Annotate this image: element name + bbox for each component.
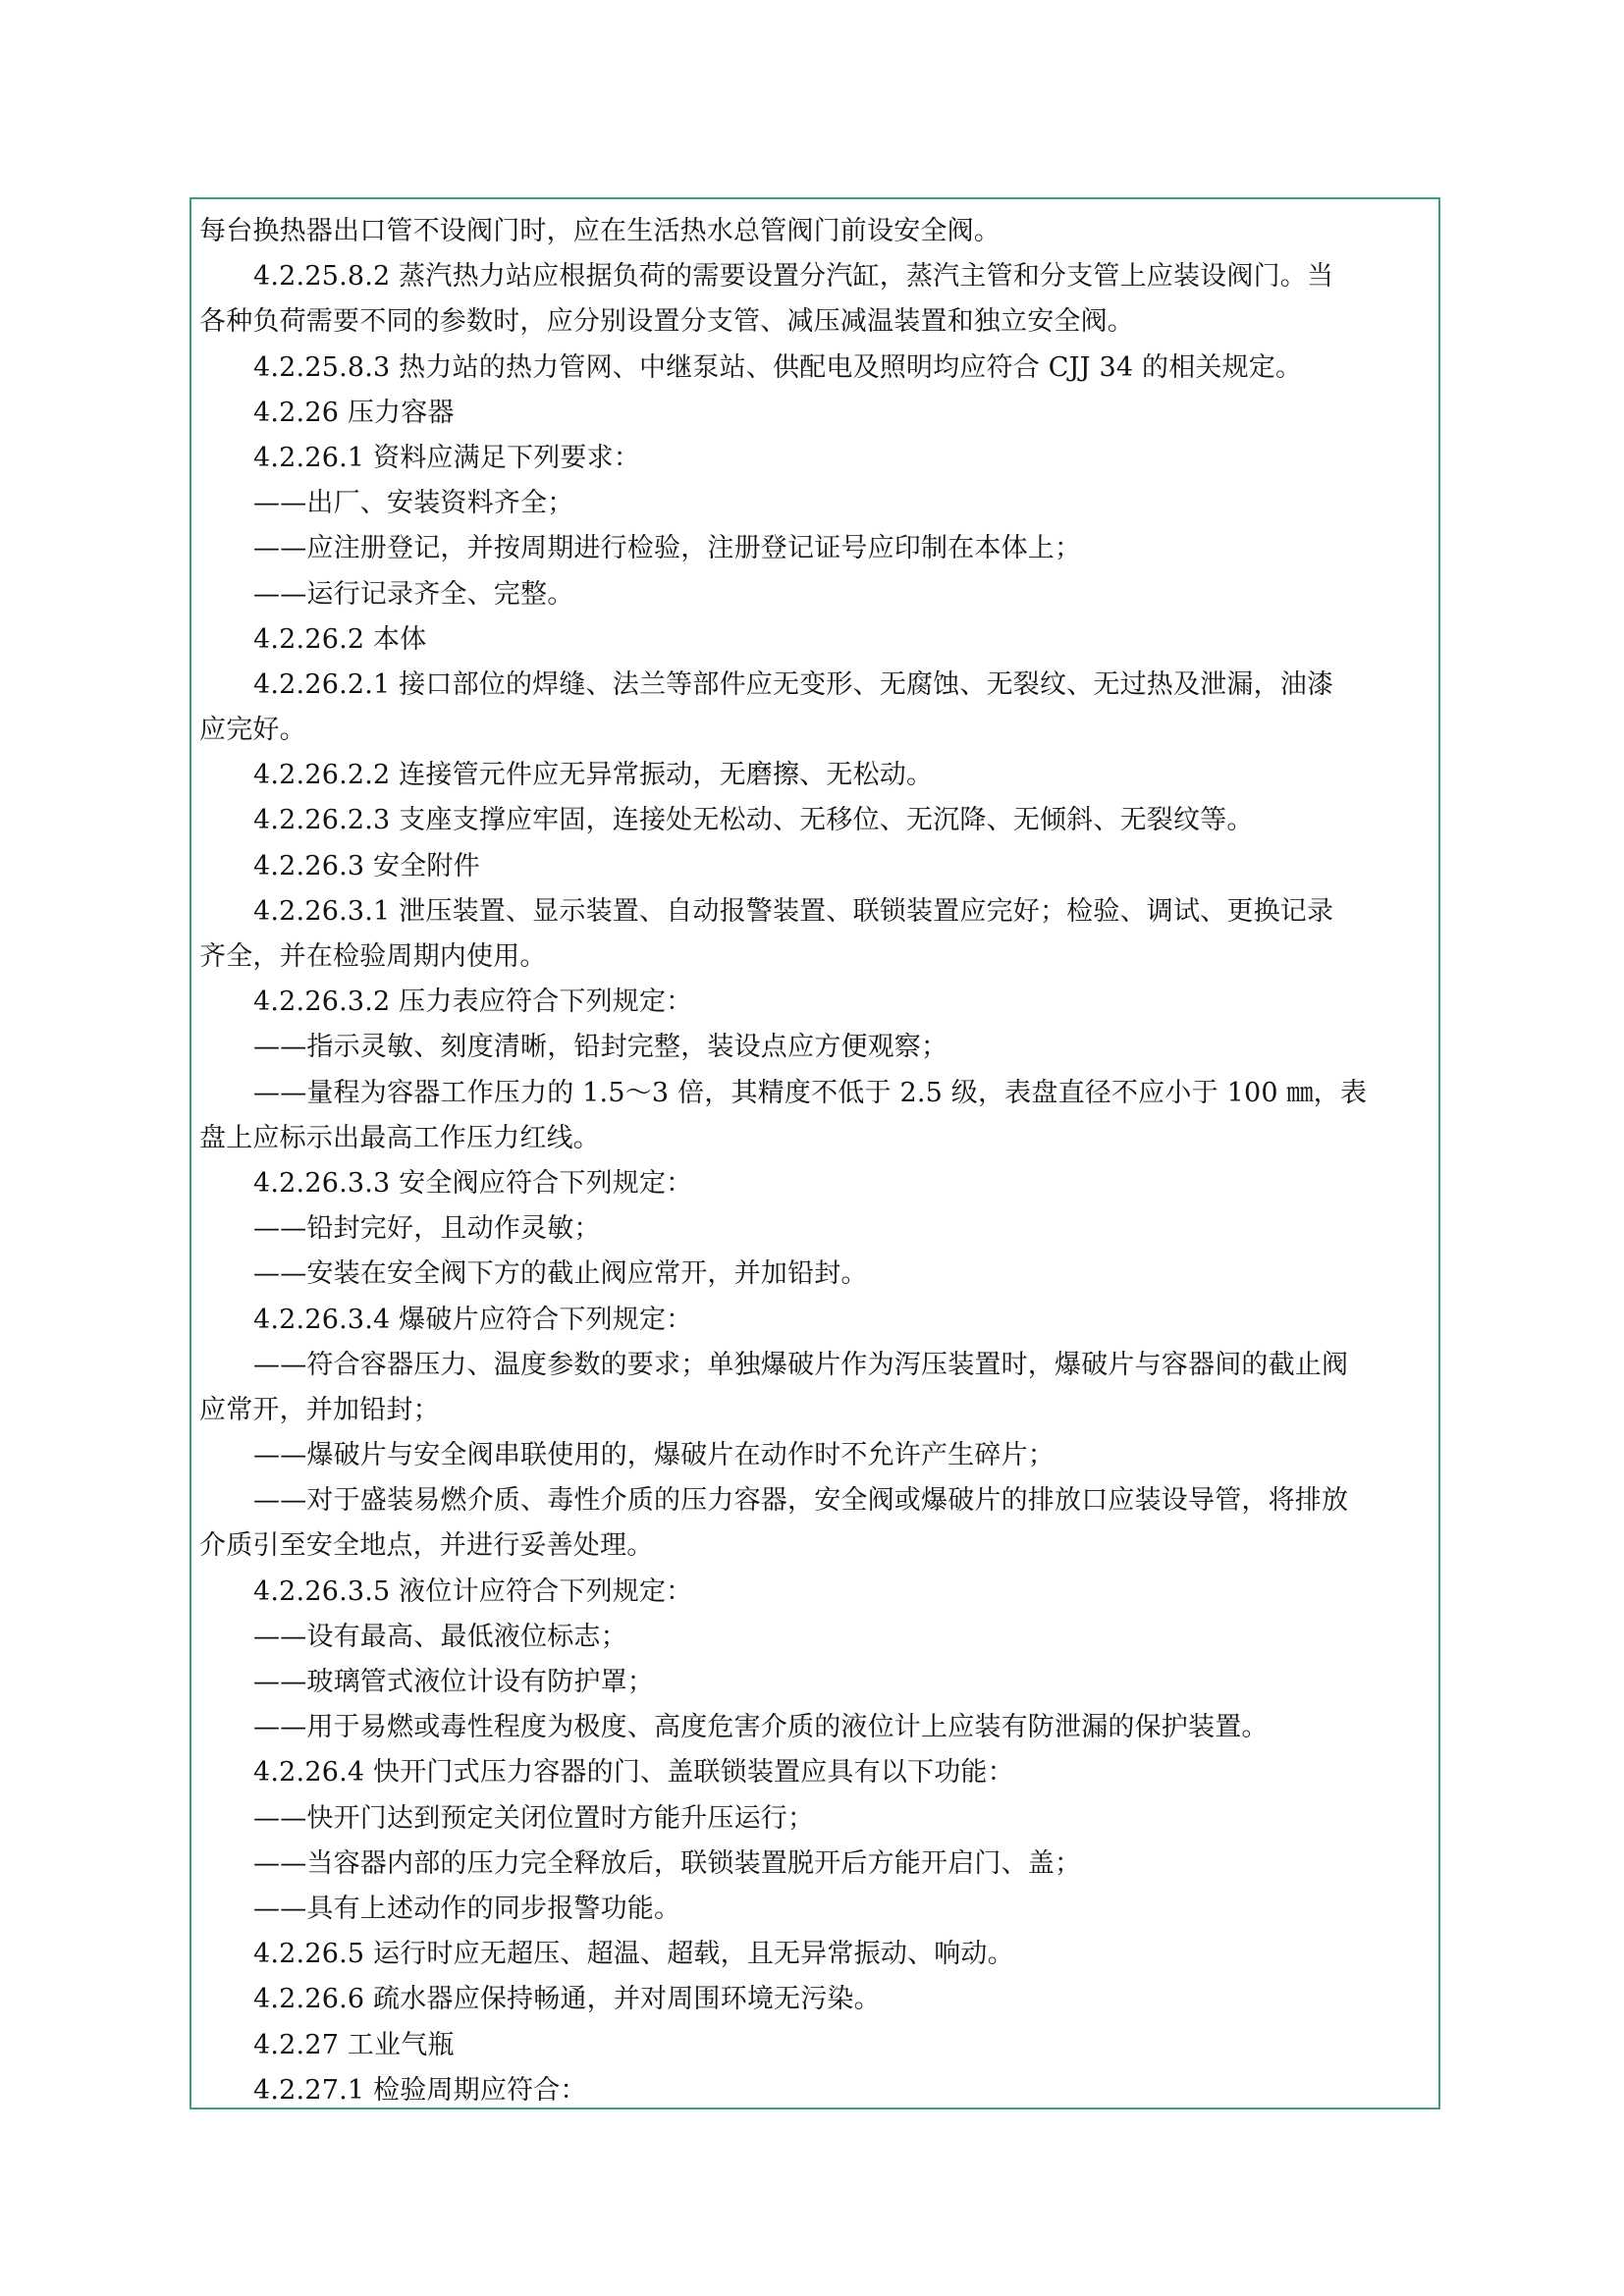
text-line: ——安装在安全阀下方的截止阀应常开，并加铅封。	[253, 1258, 868, 1290]
text-line: ——应注册登记，并按周期进行检验，注册登记证号应印制在本体上；	[253, 533, 1082, 564]
text-line: 盘上应标示出最高工作压力红线。	[199, 1122, 600, 1153]
text-line: 4.2.26.2 本体	[253, 623, 427, 655]
text-line: 4.2.26.3.4 爆破片应符合下列规定：	[253, 1304, 693, 1335]
document-body	[199, 209, 1433, 2113]
text-line: 4.2.26.4 快开门式压力容器的门、盖联锁装置应具有以下功能：	[253, 1757, 1014, 1789]
text-line: 应完好。	[199, 715, 306, 746]
text-line: 4.2.26 压力容器	[253, 397, 455, 428]
text-line: 4.2.26.5 运行时应无超压、超温、超载，且无异常振动、响动。	[253, 1939, 1014, 1970]
text-line: 4.2.26.3.5 液位计应符合下列规定：	[253, 1575, 693, 1607]
text-line: ——运行记录齐全、完整。	[253, 578, 574, 610]
text-line: 4.2.26.2.1 接口部位的焊缝、法兰等部件应无变形、无腐蚀、无裂纹、无过热及泄漏，油漆	[253, 668, 1334, 700]
text-line: 4.2.26.3.3 安全阀应符合下列规定：	[253, 1167, 693, 1199]
text-line: 各种负荷需要不同的参数时，应分别设置分支管、减压减温装置和独立安全阀。	[199, 306, 1134, 338]
text-line: 4.2.25.8.3 热力站的热力管网、中继泵站、供配电及照明均应符合 CJJ 34 的相关规定。	[253, 351, 1303, 383]
text-line: 4.2.26.2.3 支座支撑应牢固，连接处无松动、无移位、无沉降、无倾斜、无裂纹等。	[253, 805, 1254, 836]
text-line: 齐全，并在检验周期内使用。	[199, 941, 547, 972]
text-line: 4.2.26.2.2 连接管元件应无异常振动，无磨擦、无松动。	[253, 760, 934, 791]
text-line: ——快开门达到预定关闭位置时方能升压运行；	[253, 1802, 815, 1834]
text-line: ——用于易燃或毒性程度为极度、高度危害介质的液位计上应装有防泄漏的保护装置。	[253, 1712, 1269, 1743]
text-line: 4.2.26.1 资料应满足下列要求：	[253, 442, 641, 473]
text-line: 4.2.26.3.2 压力表应符合下列规定：	[253, 987, 693, 1018]
text-line: ——玻璃管式液位计设有防护罩；	[253, 1667, 654, 1697]
text-line: ——具有上述动作的同步报警功能。	[253, 1893, 681, 1924]
text-line: 4.2.26.3.1 泄压装置、显示装置、自动报警装置、联锁装置应完好；检验、调试、更换记录	[253, 895, 1334, 927]
text-line: 每台换热器出口管不设阀门时，应在生活热水总管阀门前设安全阀。	[199, 216, 1001, 246]
text-line: ——对于盛装易燃介质、毒性介质的压力容器，安全阀或爆破片的排放口应装设导管，将排放	[253, 1485, 1349, 1517]
text-line: ——当容器内部的压力完全释放后，联锁装置脱开后方能开启门、盖；	[253, 1847, 1082, 1879]
text-line: 4.2.26.6 疏水器应保持畅通，并对周围环境无污染。	[253, 1984, 881, 2015]
text-line: ——设有最高、最低液位标志；	[253, 1621, 627, 1652]
text-line: ——出厂、安装资料齐全；	[253, 488, 574, 519]
text-line: ——爆破片与安全阀串联使用的，爆破片在动作时不允许产生碎片；	[253, 1440, 1055, 1471]
text-line: 4.2.27 工业气瓶	[253, 2029, 455, 2060]
text-line: 应常开，并加铅封；	[199, 1394, 440, 1425]
text-line: 4.2.25.8.2 蒸汽热力站应根据负荷的需要设置分汽缸，蒸汽主管和分支管上应装设阀门。当	[253, 261, 1334, 293]
text-line: ——铅封完好，且动作灵敏；	[253, 1213, 601, 1245]
text-line: 4.2.26.3 安全附件	[253, 850, 480, 881]
text-line: ——符合容器压力、温度参数的要求；单独爆破片作为泻压装置时，爆破片与容器间的截止阀	[253, 1349, 1349, 1380]
text-line: 4.2.27.1 检验周期应符合：	[253, 2074, 587, 2106]
text-line: ——量程为容器工作压力的 1.5～3 倍，其精度不低于 2.5 级，表盘直径不应小于 100 ㎜，表	[253, 1077, 1368, 1108]
text-line: 介质引至安全地点，并进行妥善处理。	[199, 1530, 654, 1562]
text-line: ——指示灵敏、刻度清晰，铅封完整，装设点应方便观察；	[253, 1032, 948, 1063]
